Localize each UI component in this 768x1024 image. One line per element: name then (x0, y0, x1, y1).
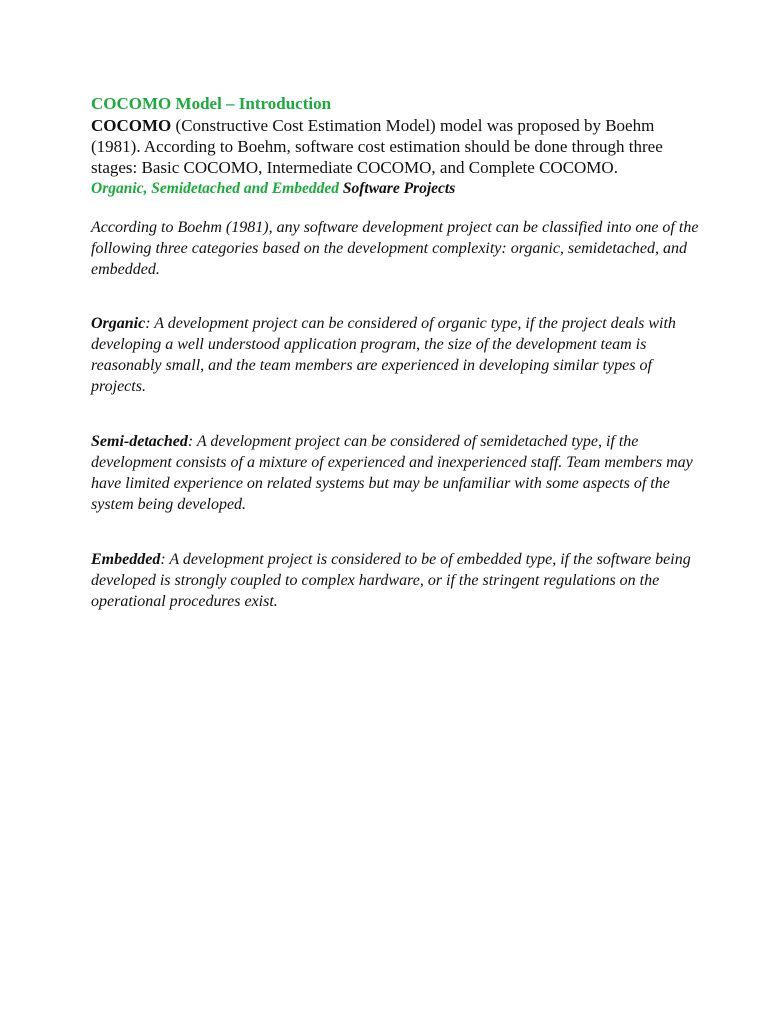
definition-term: Semi-detached (91, 433, 188, 450)
document-title: COCOMO Model – Introduction (91, 94, 332, 113)
definition-term: Organic (91, 315, 146, 332)
section-subheading (91, 178, 708, 200)
definition-semi-detached (91, 431, 708, 515)
definition-organic (91, 313, 708, 397)
definition-text: : A development project is considered to be of embedded type, if the software being developed is strongly coupled to complex hardware, or if the stringent regulations on the operational procedures exist. (91, 551, 691, 610)
definition-term: Embedded (91, 551, 161, 568)
definition-text: : A development project can be considered of organic type, if the project deals with developing a well understood application program, the size of the development team is reasonably small, and the team members are experienced in developing similar types of projects. (91, 315, 676, 395)
definition-embedded (91, 549, 708, 612)
classification-paragraph: According to Boehm (1981), any software development project can be classified into one of the following three categories based on the development complexity: organic, semidetached, and embedded. (91, 219, 699, 278)
definition-text: : A development project can be considered of semidetached type, if the development consists of a mixture of experienced and inexperienced staff. Team members may have limited experience on related systems but may be unfamiliar with some aspects of the system being developed. (91, 433, 693, 513)
subheading-green-part: Organic, Semidetached and Embedded (91, 180, 339, 197)
subheading-black-part: Software Projects (339, 180, 456, 197)
intro-term: COCOMO (91, 116, 172, 135)
intro-paragraph (91, 115, 708, 178)
intro-text: (Constructive Cost Estimation Model) model was proposed by Boehm (1981). According to Boehm, software cost estimation should be done through three stages: Basic COCOMO, Intermediate COCOMO, and Complete COCOMO. (91, 116, 663, 177)
